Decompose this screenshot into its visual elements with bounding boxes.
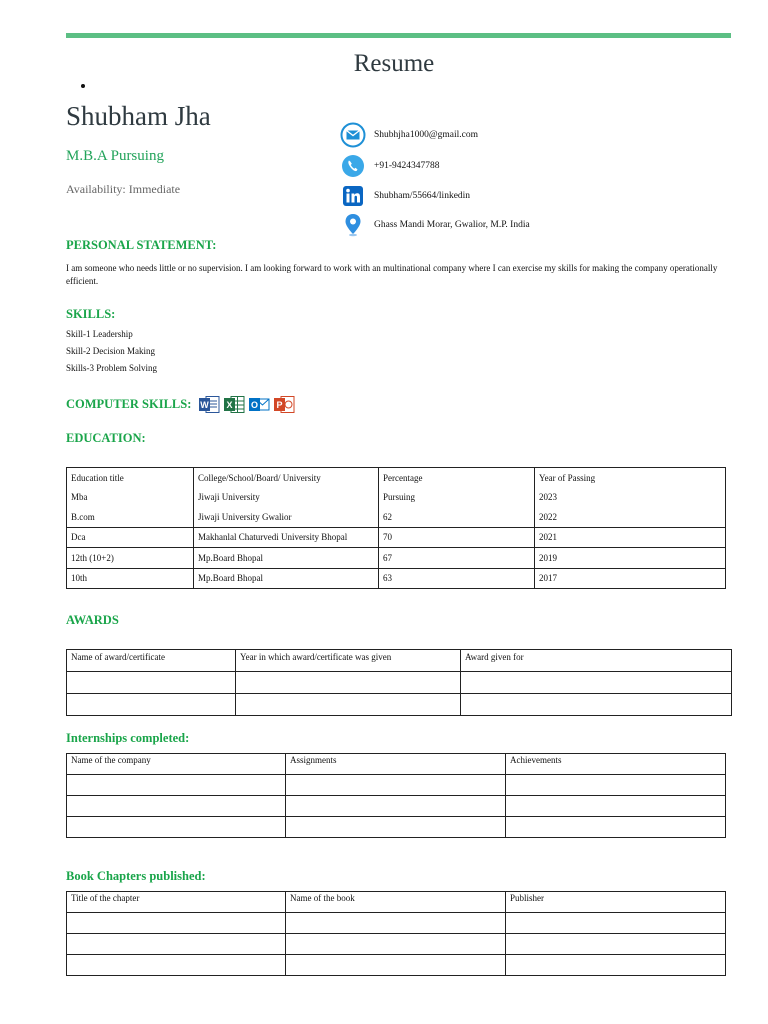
computer-skills-heading: COMPUTER SKILLS: bbox=[66, 397, 192, 411]
table-cell: 2017 bbox=[535, 568, 726, 589]
table-cell bbox=[67, 955, 286, 976]
powerpoint-icon bbox=[273, 394, 295, 415]
bullet-dot bbox=[81, 84, 85, 88]
table-cell: 2022 bbox=[535, 507, 726, 527]
table-row bbox=[67, 694, 732, 716]
table-header-cell: Year of Passing bbox=[535, 468, 726, 488]
skill-item: Skill-2 Decision Making bbox=[66, 346, 155, 356]
table-header-row bbox=[67, 650, 732, 672]
table-row bbox=[67, 568, 726, 589]
skills-heading: SKILLS: bbox=[66, 307, 116, 321]
personal-statement-text: I am someone who needs little or no supervision. I am looking forward to work with an multinational company where I can exercise my skills for making the company operationally efficient. bbox=[66, 263, 718, 286]
table-row bbox=[67, 507, 726, 527]
table-cell bbox=[236, 672, 461, 694]
contact-email[interactable] bbox=[340, 122, 478, 148]
table-header-cell: Award given for bbox=[461, 650, 732, 672]
table-cell: 12th (10+2) bbox=[67, 548, 194, 569]
awards-heading: AWARDS bbox=[66, 613, 119, 627]
table-cell bbox=[286, 934, 506, 955]
contact-linkedin[interactable] bbox=[340, 183, 470, 209]
table-cell bbox=[67, 796, 286, 817]
internships-heading: Internships completed: bbox=[66, 731, 190, 745]
table-cell: 67 bbox=[379, 548, 535, 569]
table-header-cell: Name of the book bbox=[286, 892, 506, 913]
candidate-name: Shubham Jha bbox=[66, 101, 211, 131]
table-row bbox=[67, 913, 726, 934]
table-cell bbox=[286, 913, 506, 934]
table-cell: Jiwaji University bbox=[194, 488, 379, 508]
svg-text:O: O bbox=[250, 400, 259, 410]
top-accent-bar bbox=[66, 33, 731, 38]
internships-table bbox=[66, 753, 726, 838]
table-cell bbox=[286, 796, 506, 817]
table-header-cell: Title of the chapter bbox=[67, 892, 286, 913]
table-header-row bbox=[67, 892, 726, 913]
table-cell bbox=[67, 913, 286, 934]
location-pin-icon bbox=[340, 212, 366, 238]
word-icon bbox=[198, 394, 220, 415]
app-icons bbox=[198, 394, 295, 415]
table-header-cell: Year in which award/certificate was given bbox=[236, 650, 461, 672]
table-cell: Mp.Board Bhopal bbox=[194, 548, 379, 569]
table-cell: Dca bbox=[67, 527, 194, 548]
table-cell bbox=[286, 775, 506, 796]
linkedin-icon bbox=[340, 183, 366, 209]
table-cell bbox=[461, 694, 732, 716]
outlook-icon bbox=[248, 394, 270, 415]
table-cell bbox=[286, 817, 506, 838]
page-title: Resume bbox=[353, 50, 435, 77]
table-row bbox=[67, 488, 726, 508]
table-row bbox=[67, 672, 732, 694]
table-row bbox=[67, 934, 726, 955]
table-cell: Mba bbox=[67, 488, 194, 508]
skill-item: Skills-3 Problem Solving bbox=[66, 363, 158, 373]
table-row bbox=[67, 955, 726, 976]
address-text: Ghass Mandi Morar, Gwalior, M.P. India bbox=[374, 220, 530, 230]
table-cell: B.com bbox=[67, 507, 194, 527]
table-row bbox=[67, 527, 726, 548]
education-table bbox=[66, 467, 726, 589]
table-row bbox=[67, 817, 726, 838]
table-header-cell: Assignments bbox=[286, 754, 506, 775]
table-header-cell: Name of award/certificate bbox=[67, 650, 236, 672]
contact-address bbox=[340, 212, 530, 238]
awards-table bbox=[66, 649, 732, 716]
table-cell bbox=[506, 775, 726, 796]
phone-icon bbox=[340, 153, 366, 179]
personal-statement-heading: PERSONAL STATEMENT: bbox=[66, 238, 217, 252]
table-cell: 10th bbox=[67, 568, 194, 589]
table-cell: Jiwaji University Gwalior bbox=[194, 507, 379, 527]
email-text[interactable]: Shubhjha1000@gmail.com bbox=[374, 130, 479, 140]
education-heading: EDUCATION: bbox=[66, 431, 146, 445]
table-cell bbox=[67, 775, 286, 796]
table-header-cell: Publisher bbox=[506, 892, 726, 913]
email-icon bbox=[340, 122, 366, 148]
table-cell bbox=[286, 955, 506, 976]
table-cell: 2021 bbox=[535, 527, 726, 548]
table-header-cell: Education title bbox=[67, 468, 194, 488]
contact-phone[interactable] bbox=[340, 153, 440, 179]
table-cell: 2019 bbox=[535, 548, 726, 569]
table-cell bbox=[506, 796, 726, 817]
book-chapters-heading: Book Chapters published: bbox=[66, 869, 206, 883]
table-header-cell: Percentage bbox=[379, 468, 535, 488]
table-cell bbox=[236, 694, 461, 716]
linkedin-text[interactable]: Shubham/55664/linkedin bbox=[374, 191, 471, 201]
table-cell bbox=[506, 817, 726, 838]
skill-item: Skill-1 Leadership bbox=[66, 329, 133, 339]
table-cell: Makhanlal Chaturvedi University Bhopal bbox=[194, 527, 379, 548]
excel-icon bbox=[223, 394, 245, 415]
table-header-cell: College/School/Board/ University bbox=[194, 468, 379, 488]
phone-text: +91-9424347788 bbox=[374, 161, 440, 171]
table-cell bbox=[461, 672, 732, 694]
table-cell: 70 bbox=[379, 527, 535, 548]
table-cell bbox=[67, 934, 286, 955]
svg-text:P: P bbox=[276, 400, 283, 410]
table-cell bbox=[67, 672, 236, 694]
svg-text:W: W bbox=[200, 400, 209, 410]
table-header-row bbox=[67, 468, 726, 488]
table-cell: Mp.Board Bhopal bbox=[194, 568, 379, 589]
svg-text:X: X bbox=[226, 400, 233, 410]
book-chapters-table bbox=[66, 891, 726, 976]
table-row bbox=[67, 796, 726, 817]
table-cell: 63 bbox=[379, 568, 535, 589]
table-cell bbox=[67, 817, 286, 838]
table-row bbox=[67, 775, 726, 796]
table-cell: 2023 bbox=[535, 488, 726, 508]
table-cell bbox=[506, 955, 726, 976]
table-cell bbox=[506, 913, 726, 934]
table-cell: Pursuing bbox=[379, 488, 535, 508]
degree-text: M.B.A Pursuing bbox=[66, 148, 164, 164]
table-header-row bbox=[67, 754, 726, 775]
table-header-cell: Name of the company bbox=[67, 754, 286, 775]
table-cell bbox=[506, 934, 726, 955]
table-cell bbox=[67, 694, 236, 716]
table-row bbox=[67, 548, 726, 569]
table-header-cell: Achievements bbox=[506, 754, 726, 775]
table-cell: 62 bbox=[379, 507, 535, 527]
availability-text: Availability: Immediate bbox=[66, 182, 181, 196]
